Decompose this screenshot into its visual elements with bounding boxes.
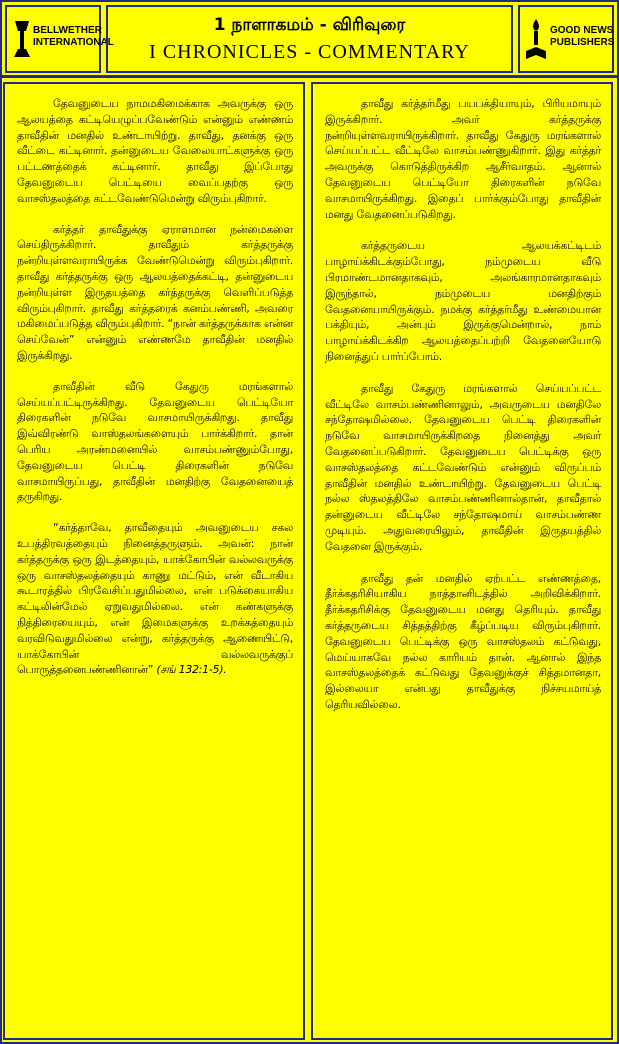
right-paragraph-2: கர்த்தருடைய ஆலயக்கட்டிடம் பாழாய்க்கிடக்கும்போது, நம்முடைய வீடு பிரமாண்டமானதாகவும், அலங்காரமானதாகவும் இருந்தால், நம்முடைய மனதிற்கும் வேதனையாயிருக்கும். நமக்கு கர்த்தர்மீது உண்மையான பக்தியும், அன்பும் இருக்குமென்றால், நாம் பாழாய்க்கிடக்கிற ஆலயத்தைப்பற்றி வேதனையோடு நினைத்துப் பார்ப்போம்.	[325, 239, 601, 363]
header	[2, 2, 617, 78]
lamp-icon	[11, 17, 33, 61]
tamil-title: 1 நாளாகமம் - விரிவுரை	[213, 15, 406, 35]
title-box	[106, 5, 513, 73]
bellwether-logo	[5, 5, 114, 73]
logo-left-line2: INTERNATIONAL	[33, 37, 114, 48]
logo-right-line2: PUBLISHERS	[550, 37, 615, 48]
left-paragraph-2: கர்த்தர் தாவீதுக்கு ஏராளமான நன்மைகளை செய்திருக்கிறார். தாவீதும் கர்த்தருக்கு நன்றியுள்ளவராயிருக்க வேண்டுமென்று விரும்புகிறார். தாவீது கர்த்தருக்கு ஒரு ஆலயத்தைக்கட்டி, தன்னுடைய நன்றியுள்ள இருதயத்தை கர்த்தருக்கு வெளிப்படுத்த விரும்புகிறார். தாவீது கர்த்தரைக் கனம்பண்ணி, அவரை மகிமைப்படுத்த விரும்புகிறார். “நான் கர்த்தருக்காக என்ன செய்வேன்” என்னும் எண்ணமே தாவீதின் மனதில் இருக்கிறது.	[17, 222, 293, 362]
right-paragraph-4: தாவீது தன் மனதில் ஏற்பட்ட எண்ணத்தை, தீர்க்கதரிசியாகிய நாத்தானிடத்தில் அறிவிக்கிறார். தீர்க்கதரிசிக்கு தேவனுடைய மனது தெரியும். தாவீது கர்த்தருடைய சித்தத்திற்கு கீழ்ப்படிய விரும்புகிறார். தேவனுடைய பெட்டிக்கு ஒரு வாசஸ்தலம் கட்டுவது, மெய்யாகவே நல்ல காரியம் தான். ஆனால் இந்த வாசஸ்தலத்தைக் கட்டுவது தேவனுக்குச் சித்தமானதா, இல்லையா என்பது தாவீதுக்கு நிச்சயமாய்த் தெரியவில்லை.	[325, 571, 601, 711]
left-paragraph-4	[17, 520, 293, 678]
left-paragraph-3: தாவீதின் வீடு கேதுரு மரங்களால் செய்யப்பட்டிருக்கிறது. தேவனுடைய பெட்டியோ திரைகளின் நடுவே வாசமாயிருக்கிறது. தாவீது இவ்விரண்டு வாஸ்தலங்களையும் பார்க்கிறார். தான் பெரிய அரண்மனையில் வாசம்பண்ணும்போது, தேவனுடைய பெட்டி திரைகளின் நடுவே வாசமாயிருப்பது, தாவீதின் மனதிற்கு வேதனையைத் தருகிறது.	[17, 379, 293, 504]
book-lamp-icon	[524, 17, 548, 63]
logo-right-line1: GOOD NEWS	[550, 25, 614, 36]
right-paragraph-3: தாவீது கேதுரு மரங்களால் செய்யப்பட்ட வீட்டிலே வாசம்பண்ணினாலும், அவருடைய மனதிலே சந்தோஷமில்லை. தேவனுடைய பெட்டி திரைகளின் நடுவே வாசமாயிருக்கிறதை நினைத்து அவர் வேதனைப்படுகிறார். தேவனுடைய பெட்டிக்கு ஒரு வாசஸ்தலத்தை கட்டவேண்டும் என்னும் விருப்பம் தாவீதின் மனதில் உண்டாயிற்று. தேவனுடைய பெட்டி நல்ல ஸ்தலத்திலே வாசம்பண்ணினால்தான், தாவீதால் தன்னுடைய வீட்டிலே சந்தோஷமாய் வாசம்பண்ண முடியும். அதுவரையிலும், தாவீதின் இருதயத்தில் வேதனை இருக்கும்.	[325, 381, 601, 553]
scripture-reference: (சங் 132:1-5).	[156, 663, 227, 677]
left-column	[3, 82, 305, 1040]
left-paragraph-1: தேவனுடைய நாமமகிமைக்காக அவருக்கு ஒரு ஆலயத்தை கட்டியெழுப்பவேண்டும் என்னும் எண்ணம் தாவீதின் மனதில் உண்டாயிற்று. தாவீது, தனக்கு ஒரு வீட்டை கட்டினார். தன்னுடைய வேலையாட்களுக்கு ஒரு பட்டணத்தைக் கட்டினார். தாவீது இப்போது தேவனுடைய பெட்டியை வைப்பதற்கு ஒரு வாசஸ்தலத்தை கட்டவேண்டுமென்று விரும்புகிறார்.	[17, 97, 293, 205]
english-title: I CHRONICLES - COMMENTARY	[149, 41, 470, 63]
right-column	[311, 82, 613, 1040]
left-quote: “கர்த்தாவே, தாவீதையும் அவனுடைய சகல உபத்திரவத்தையும் நினைத்தருளும். அவன்: நான் கர்த்தருக்கு ஒரு இடத்தையும், யாக்கோபின் வல்லவருக்கு ஒரு வாசஸ்தலத்தையும் காணு மட்டும், என் வீடாகிய கூடாரத்தில் பிரவேசிப்பதுமில்லை, என் படுக்கையாகிய கட்டிலின்மேல் ஏறுவதுமில்லை. என் கண்களுக்கு நித்திரையையும், என் இமைகளுக்கு உறக்கத்தையும் வரவிடுவதுமில்லை என்று, கர்த்தருக்கு ஆணையிட்டு, யாக்கோபின் வல்லவருக்குப் பொருத்தனைபண்ணினான்”	[17, 521, 293, 677]
right-paragraph-1: தாவீது கர்த்தர்மீது பயபக்தியாயும், பிரியமாயும் இருக்கிறார். அவர் கர்த்தருக்கு நன்றியுள்ளவராயிருக்கிறார். தாவீது கேதுரு மரங்களால் செய்யப்பட்ட வீட்டிலே வாசம்பண்ணுகிறார். இது கர்த்தர் அவருக்கு கொடுத்திருக்கிற ஆசீர்வாதம். ஆனால் தேவனுடைய பெட்டியோ திரைகளின் நடுவே வாசமாயிருக்கிறது. இதைப் பார்க்கும்போது தாவீதின் மனது வேதனைப்படுகிறது.	[325, 97, 601, 221]
good-news-logo	[518, 5, 614, 73]
logo-left-line1: BELLWETHER	[33, 25, 102, 36]
